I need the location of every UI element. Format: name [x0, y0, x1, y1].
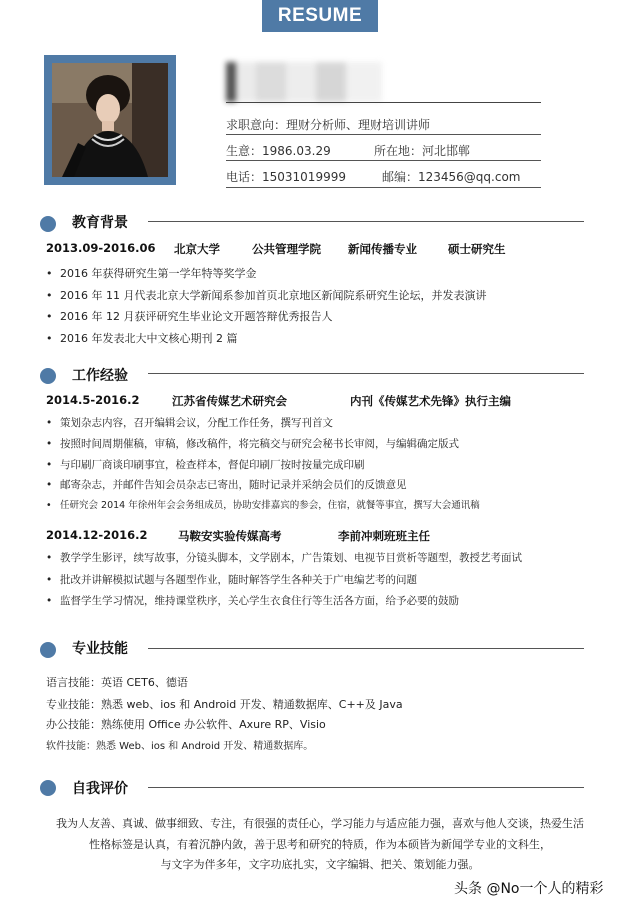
list-item: • 2016 年获得研究生第一学年特等奖学金	[46, 263, 486, 285]
job1-role: 内刊《传媒艺术先锋》执行主编	[350, 394, 511, 408]
edu-major: 新闻传播专业	[348, 242, 417, 256]
section-dot	[40, 780, 56, 796]
edu-degree: 硕士研究生	[448, 242, 506, 256]
education-title: 教育背景	[72, 215, 128, 231]
job2-list	[46, 548, 522, 613]
job1-dates: 2014.5-2016.2	[46, 393, 140, 407]
job2-dates: 2014.12-2016.2	[46, 528, 148, 542]
edu-school: 北京大学	[174, 242, 220, 256]
job-intent: 求职意向：理财分析师、理财培训讲师	[226, 118, 431, 132]
section-line	[148, 648, 584, 649]
skill-office: 办公技能：熟练使用 Office 办公软件、Axure RP、Visio	[46, 718, 326, 731]
resume-banner: RESUME	[262, 0, 378, 32]
skill-professional: 专业技能：熟悉 web、ios 和 Android 开发、精通数据库、C++及 Java	[46, 698, 403, 711]
section-dot	[40, 216, 56, 232]
job1-list	[46, 413, 480, 517]
divider	[226, 134, 541, 135]
list-item: • 策划杂志内容，召开编辑会议，分配工作任务，撰写刊首文	[46, 413, 480, 434]
list-item: • 邮寄杂志，并邮件告知会员杂志已寄出，随时记录并采纳会员们的反馈意见	[46, 475, 480, 496]
edu-dates: 2013.09-2016.06	[46, 241, 156, 255]
birth-location-row	[226, 142, 541, 158]
skill-software: 软件技能：熟悉 Web、ios 和 Android 开发、精通数据库。	[46, 741, 314, 752]
self-eval-line-2: 性格标签是认真，有着沉静内敛，善于思考和研究的特质，作为本硕皆为新闻学专业的文科生，	[89, 838, 551, 851]
name-underline	[226, 102, 541, 103]
skills-title: 专业技能	[72, 641, 128, 657]
divider	[226, 187, 541, 188]
email: 邮编：123456@qq.com	[382, 170, 521, 184]
job1-org: 江苏省传媒艺术研究会	[172, 394, 287, 408]
list-item: • 任研究会 2014 年徐州年会会务组成员，协助安排嘉宾的参会，住宿，就餐等事宜，撰写大会通讯稿	[46, 496, 480, 517]
name-obscured	[226, 62, 382, 102]
list-item: • 批改并讲解模拟试题与各题型作业，随时解答学生各种关于广电编艺考的问题	[46, 570, 522, 592]
self-eval-line-3: 与文字为伴多年，文字功底扎实，文字编辑、把关、策划能力强。	[160, 858, 480, 871]
section-line	[148, 787, 584, 788]
watermark: 头条 @No一个人的精彩	[454, 881, 604, 897]
birth-date: 生意：1986.03.29	[226, 144, 331, 158]
job-intent-row	[226, 116, 541, 132]
contact-row	[226, 168, 541, 184]
education-head	[46, 241, 586, 257]
section-dot	[40, 642, 56, 658]
self-eval-line-1: 我为人友善、真诚、做事细致、专注，有很强的责任心，学习能力与适应能力强，喜欢与他人交谈，热爱生活	[56, 817, 584, 830]
divider	[226, 160, 541, 161]
list-item: • 2016 年 11 月代表北京大学新闻系参加首页北京地区新闻院系研究生论坛，并发表演讲	[46, 285, 486, 307]
edu-college: 公共管理学院	[252, 242, 321, 256]
self-eval-title: 自我评价	[72, 781, 128, 797]
list-item: • 2016 年发表北大中文核心期刊 2 篇	[46, 328, 486, 350]
job1-head	[46, 393, 586, 409]
work-title: 工作经验	[72, 368, 128, 384]
section-dot	[40, 368, 56, 384]
section-line	[148, 221, 584, 222]
skill-language: 语言技能：英语 CET6、德语	[46, 676, 188, 689]
education-list	[46, 263, 486, 349]
list-item: • 2016 年 12 月获评研究生毕业论文开题答辩优秀报告人	[46, 306, 486, 328]
section-line	[148, 373, 584, 374]
list-item: • 监督学生学习情况，维持课堂秩序，关心学生衣食住行等生活各方面，给予必要的鼓励	[46, 591, 522, 613]
location: 所在地：河北邯郸	[374, 144, 471, 158]
list-item: • 教学学生影评，续写故事，分镜头脚本，文学剧本，广告策划、电视节目赏析等题型，教授艺考面试	[46, 548, 522, 570]
job2-org: 马鞍安实验传媒高考	[178, 529, 282, 543]
job2-head	[46, 528, 586, 544]
phone: 电话：15031019999	[226, 170, 346, 184]
list-item: • 按照时间周期催稿，审稿，修改稿件，将完稿交与研究会秘书长审阅，与编辑确定版式	[46, 434, 480, 455]
profile-photo	[52, 63, 168, 177]
list-item: • 与印刷厂商谈印刷事宜，检查样本，督促印刷厂按时按量完成印刷	[46, 455, 480, 476]
job2-role: 李前冲刺班班主任	[338, 529, 430, 543]
